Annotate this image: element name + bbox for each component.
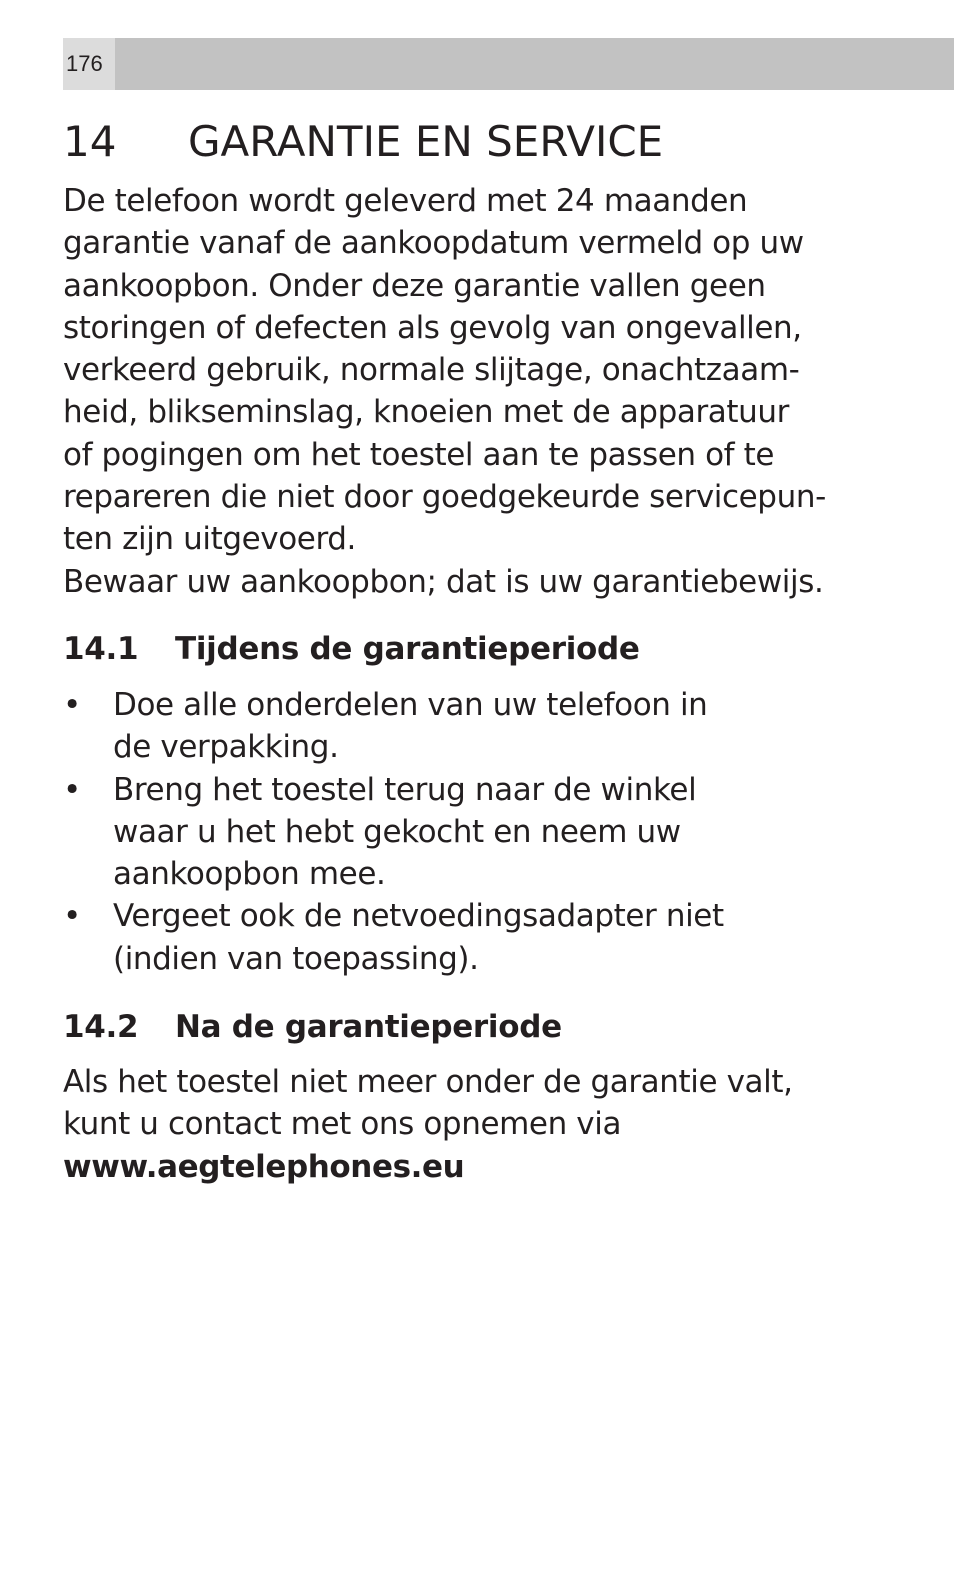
intro-line: ten zijn uitgevoerd. [63, 521, 357, 558]
section-title: Na de garantieperiode [175, 1009, 562, 1045]
list-item-line: aankoopbon mee. [113, 856, 386, 893]
intro-line: of pogingen om het toestel aan te passen of te [63, 436, 775, 473]
section-title: Tijdens de garantieperiode [175, 631, 640, 667]
page-header-bar [63, 38, 954, 90]
intro-line: garantie vanaf de aankoopdatum vermeld op uw [63, 225, 804, 262]
list-item-line: Vergeet ook de netvoedingsadapter niet [113, 898, 724, 935]
intro-line: De telefoon wordt geleverd met 24 maanden [63, 183, 748, 219]
warranty-steps-list [63, 684, 943, 980]
intro-line: repareren die niet door goedgekeurde servicepun- [63, 479, 826, 516]
intro-paragraph [63, 180, 943, 603]
paragraph-line: kunt u contact met ons opnemen via [63, 1106, 622, 1143]
after-warranty-paragraph [63, 1061, 943, 1188]
section-heading-14-2 [63, 1006, 562, 1048]
page-number: 176 [63, 38, 115, 90]
intro-line: storingen of defecten als gevolg van ongevallen, [63, 309, 802, 346]
list-item [63, 769, 943, 896]
list-item-line: (indien van toepassing). [113, 940, 479, 977]
intro-line: aankoopbon. Onder deze garantie vallen geen [63, 267, 766, 304]
bullet-icon: • [63, 898, 81, 935]
list-item-line: de verpakking. [113, 729, 339, 766]
chapter-title [63, 116, 663, 168]
section-heading-14-1 [63, 628, 640, 670]
section-number: 14.2 [63, 1009, 139, 1045]
bullet-icon: • [63, 687, 81, 723]
paragraph-line: Als het toestel niet meer onder de garantie valt, [63, 1064, 793, 1100]
website-link[interactable]: www.aegtelephones.eu [63, 1148, 465, 1185]
list-item [63, 895, 943, 980]
chapter-number: 14 [63, 117, 117, 166]
list-item-line: Breng het toestel terug naar de winkel [113, 771, 697, 808]
intro-line: verkeerd gebruik, normale slijtage, onachtzaam- [63, 352, 800, 389]
section-number: 14.1 [63, 631, 139, 667]
list-item [63, 684, 943, 769]
bullet-icon: • [63, 771, 81, 808]
intro-line: heid, blikseminslag, knoeien met de apparatuur [63, 394, 789, 431]
list-item-line: Doe alle onderdelen van uw telefoon in [113, 687, 708, 723]
list-item-line: waar u het hebt gekocht en neem uw [113, 813, 681, 850]
chapter-title-text: GARANTIE EN SERVICE [188, 117, 664, 166]
intro-line: Bewaar uw aankoopbon; dat is uw garantiebewijs. [63, 563, 824, 600]
